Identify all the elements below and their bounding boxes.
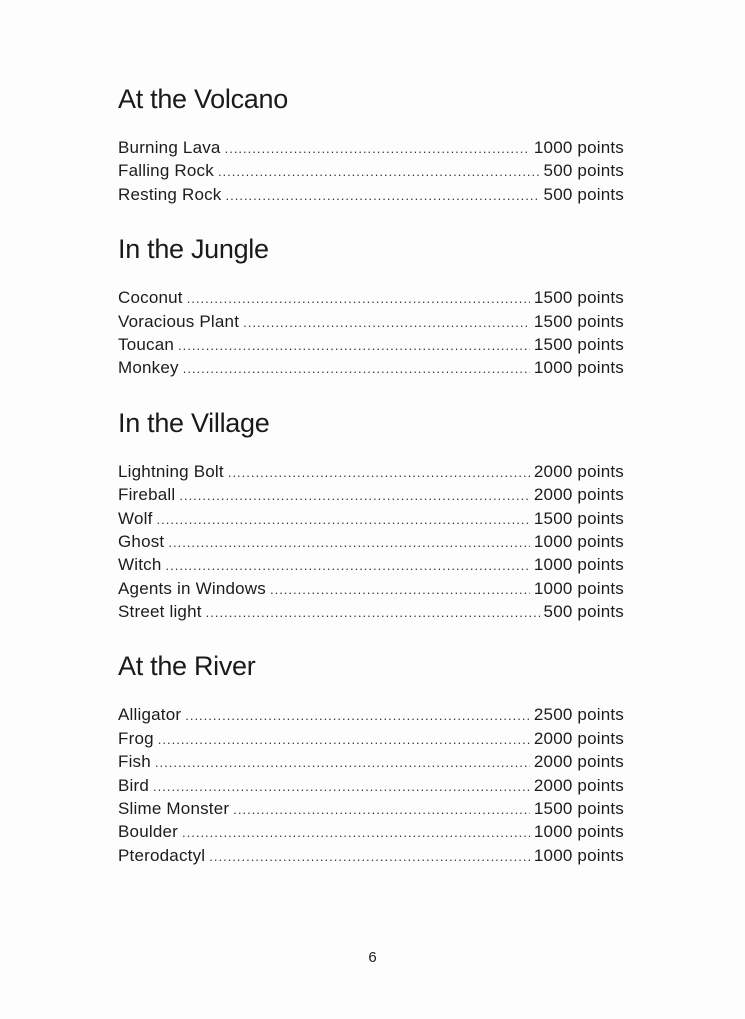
entry-points: 1000 points [533, 358, 624, 378]
entry-points: 1000 points [533, 845, 624, 865]
list-item [118, 820, 624, 843]
dot-leader [243, 311, 530, 334]
list-item [118, 553, 624, 576]
list-item [118, 483, 624, 506]
entry-points: 1000 points [533, 578, 624, 598]
dot-leader [157, 508, 530, 531]
page-number: 6 [368, 949, 377, 966]
list-item [118, 460, 624, 483]
section-river [118, 649, 624, 867]
dot-leader [178, 334, 530, 357]
section-title: In the Village [118, 407, 270, 438]
entry-name: Wolf [118, 508, 153, 528]
section-spacer [118, 206, 624, 232]
score-table [118, 82, 624, 867]
section-title: In the Jungle [118, 234, 269, 265]
list-item [118, 727, 624, 750]
dot-leader [187, 287, 530, 310]
entry-name: Voracious Plant [118, 311, 240, 331]
dot-leader [270, 578, 530, 601]
entry-points: 500 points [543, 602, 624, 622]
list-item [118, 159, 624, 182]
list-item [118, 136, 624, 159]
dot-leader [228, 461, 530, 484]
dot-leader [166, 554, 530, 577]
list-item [118, 310, 624, 333]
entry-points: 1000 points [533, 555, 624, 575]
dot-leader [179, 484, 530, 507]
entry-name: Fish [118, 752, 151, 772]
entry-name: Resting Rock [118, 184, 222, 204]
entry-name: Pterodactyl [118, 845, 206, 865]
section-spacer [118, 623, 624, 649]
entry-points: 1500 points [533, 311, 624, 331]
list-item [118, 774, 624, 797]
dot-leader [158, 728, 530, 751]
list-item [118, 577, 624, 600]
section-spacer [118, 380, 624, 406]
entry-name: Alligator [118, 705, 182, 725]
entry-name: Toucan [118, 334, 175, 354]
dot-leader [225, 137, 530, 160]
dot-leader [168, 531, 530, 554]
dot-leader [233, 798, 530, 821]
dot-leader [218, 160, 540, 183]
list-item [118, 600, 624, 623]
entry-points: 1000 points [533, 531, 624, 551]
list-item [118, 750, 624, 773]
entry-points: 2000 points [533, 728, 624, 748]
dot-leader [153, 775, 530, 798]
entry-points: 2500 points [533, 705, 624, 725]
entry-points: 1500 points [533, 334, 624, 354]
dot-leader [226, 184, 540, 207]
entry-points: 500 points [543, 184, 624, 204]
dot-leader [182, 821, 530, 844]
list-item [118, 183, 624, 206]
entry-name: Lightning Bolt [118, 461, 224, 481]
entry-points: 1500 points [533, 799, 624, 819]
dot-leader [209, 845, 530, 868]
entry-name: Monkey [118, 358, 179, 378]
entry-name: Ghost [118, 531, 165, 551]
list-item [118, 333, 624, 356]
entry-name: Coconut [118, 288, 183, 308]
dot-leader [155, 751, 530, 774]
entry-points: 1500 points [533, 508, 624, 528]
list-item [118, 797, 624, 820]
section-jungle [118, 232, 624, 380]
entry-points: 500 points [543, 161, 624, 181]
list-item [118, 507, 624, 530]
entry-points: 2000 points [533, 775, 624, 795]
entry-name: Bird [118, 775, 150, 795]
entry-name: Frog [118, 728, 154, 748]
entry-name: Boulder [118, 822, 178, 842]
list-item [118, 356, 624, 379]
list-item [118, 286, 624, 309]
entry-list [118, 703, 624, 867]
list-item [118, 844, 624, 867]
list-item [118, 703, 624, 726]
dot-leader [206, 601, 540, 624]
section-volcano [118, 82, 624, 206]
entry-points: 2000 points [533, 485, 624, 505]
entry-points: 2000 points [533, 752, 624, 772]
entry-name: Agents in Windows [118, 578, 266, 598]
entry-list [118, 460, 624, 624]
section-title: At the Volcano [118, 84, 288, 114]
entry-points: 1500 points [533, 288, 624, 308]
entry-name: Slime Monster [118, 799, 230, 819]
entry-name: Street light [118, 602, 202, 622]
section-village [118, 406, 624, 624]
entry-name: Burning Lava [118, 138, 221, 157]
entry-points: 2000 points [533, 461, 624, 481]
entry-points: 1000 points [533, 822, 624, 842]
entry-name: Falling Rock [118, 161, 214, 181]
dot-leader [183, 357, 530, 380]
entry-list [118, 286, 624, 380]
entry-name: Fireball [118, 485, 176, 505]
entry-name: Witch [118, 555, 162, 575]
entry-points: 1000 points [533, 138, 624, 157]
list-item [118, 530, 624, 553]
dot-leader [185, 704, 530, 727]
section-title: At the River [118, 651, 256, 682]
entry-list [118, 136, 624, 206]
